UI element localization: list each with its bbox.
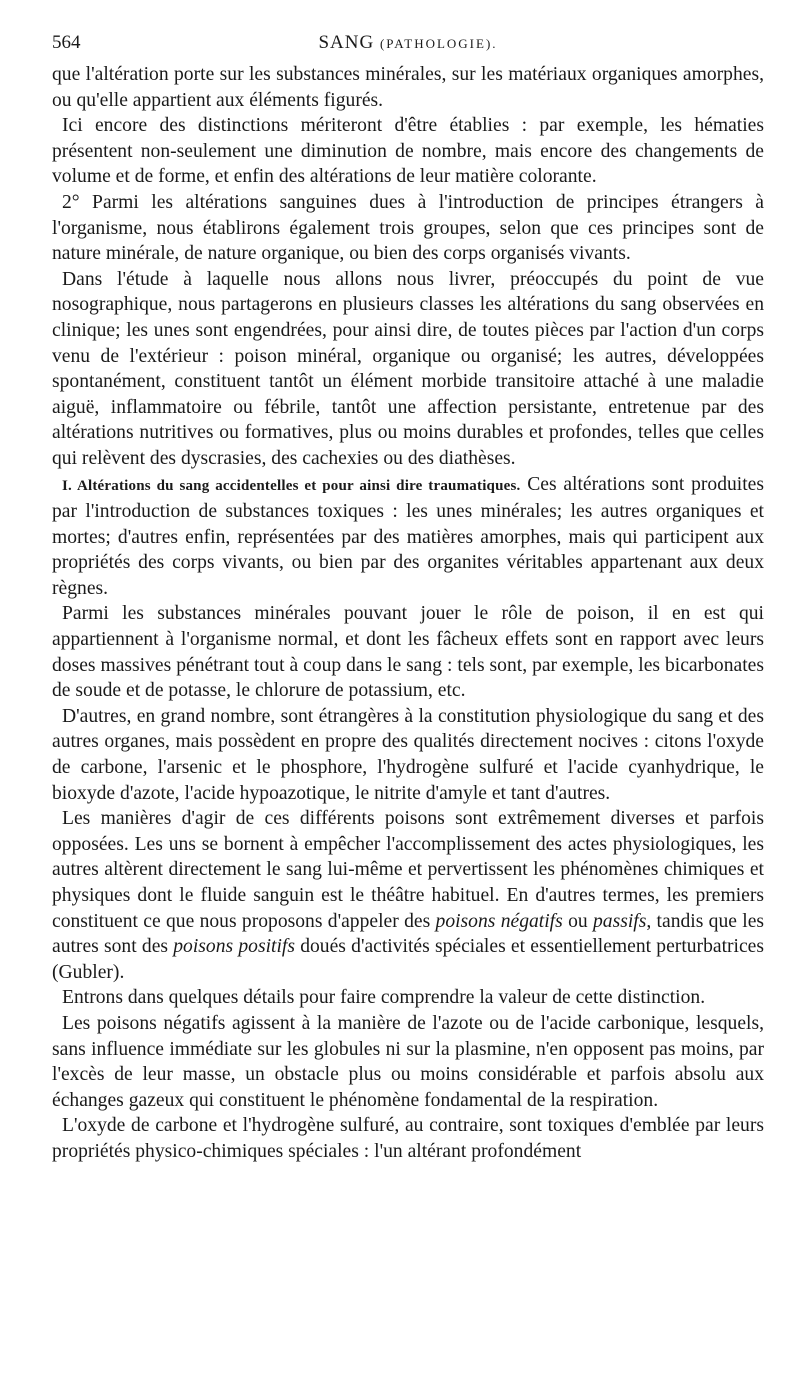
paragraph-text: doués d'activités spéciales et essentiellement perturbatrices (Gubler). <box>52 936 765 983</box>
running-header <box>52 30 764 56</box>
paragraph-text: ou <box>562 910 593 932</box>
paragraph: Parmi les substances minérales pouvant jouer le rôle de poison, il en est qui appartiennent à l'organisme normal, et dont les fâcheux effets sont en rapport avec leurs doses massives pénétrant tout à coup dans le sang : tels sont, par exemple, les bicarbonates de soude et de potasse, le chlorure de potassium, etc. <box>52 603 764 702</box>
section-heading: I. Altérations du sang accidentelles et pour ainsi dire traumatiques. <box>62 477 521 494</box>
running-title-sub: (PATHOLOGIE). <box>379 36 498 51</box>
italic-term: poisons positifs <box>173 936 295 958</box>
paragraph: Ici encore des distinctions mériteront d'être établies : par exemple, les hématies présentent non-seulement une diminution de nombre, mais encore des changements de volume et de forme, et enfin des altérations de leur matière colorante. <box>52 115 764 188</box>
paragraph <box>52 806 764 985</box>
paragraph: Les poisons négatifs agissent à la manière de l'azote ou de l'acide carbonique, lesquels, sans influence immédiate sur les globules ni sur la plasmine, n'en opposent pas moins, par l'excès de leur masse, un obstacle plus ou moins considérable et parfois absolu aux échanges gazeux qui constituent le phénomène fondamental de la respiration. <box>52 1012 764 1111</box>
paragraph: Entrons dans quelques détails pour faire comprendre la valeur de cette distinction. <box>62 987 706 1009</box>
paragraph: Dans l'étude à laquelle nous allons nous livrer, préoccupés du point de vue nosographique, nous partagerons en plusieurs classes les altérations du sang observées en clinique; les unes sont engendrées, pour ainsi dire, de toutes pièces par l'action d'un corps venu de l'extérieur : poison minéral, organique ou organisé; les autres, développées spontanément, constituent tantôt un élément morbide transitoire attaché à une maladie aiguë, inflammatoire ou fébrile, tantôt une affection persistante, entretenue par des altérations nutritives ou formatives, plus ou moins durables et profondes, telles que celles qui relèvent des dyscrasies, des cachexies ou des diathèses. <box>52 268 764 469</box>
running-title <box>52 30 764 57</box>
paragraph-text: , tandis que les autres sont des <box>52 910 765 958</box>
paragraph: L'oxyde de carbone et l'hydrogène sulfuré, au contraire, sont toxiques d'emblée par leurs propriétés physico-chimiques spéciales : l'un altérant profondément <box>52 1115 764 1162</box>
paragraph: D'autres, en grand nombre, sont étrangères à la constitution physiologique du sang et des autres organes, mais possèdent en propre des qualités directement nocives : citons l'oxyde de carbone, l'arsenic et le phosphore, l'hydrogène sulfuré et l'acide cyanhydrique, le bioxyde d'azote, l'acide hypoazotique, le nitrite d'amyle et tant d'autres. <box>52 705 764 804</box>
body-text <box>52 62 764 1165</box>
paragraph: que l'altération porte sur les substances minérales, sur les matériaux organiques amorphes, ou qu'elle appartient aux éléments figurés. <box>52 64 764 111</box>
paragraph-text: Les manières d'agir de ces différents poisons sont extrêmement diverses et parfois opposées. Les uns se bornent à empêcher l'accomplissement des actes physiologiques, les autres altèrent directement le sang lui-même et pervertissent les phénomènes chimiques et physiques dont le fluide sanguin est le théâtre habituel. En d'autres termes, les premiers constituent ce que nous proposons d'appeler des <box>52 808 764 932</box>
paragraph-text: Ces altérations sont produites par l'introduction de substances toxiques : les unes minérales; les autres organiques et mortes; d'autres enfin, représentées par des matières amorphes, mais qui participent aux propriétés des corps vivants, ou bien par des organites véritables appartenant aux deux règnes. <box>52 473 764 599</box>
italic-term: passifs <box>592 910 647 932</box>
page-number: 564 <box>52 32 81 53</box>
paragraph: 2° Parmi les altérations sanguines dues à l'introduction de principes étrangers à l'organisme, nous établirons également trois groupes, selon que ces principes sont de nature minérale, de nature organique, ou bien des corps organisés vivants. <box>52 191 764 265</box>
running-title-main: SANG <box>318 32 375 53</box>
italic-term: poisons négatifs <box>435 910 563 932</box>
paragraph <box>52 472 764 602</box>
